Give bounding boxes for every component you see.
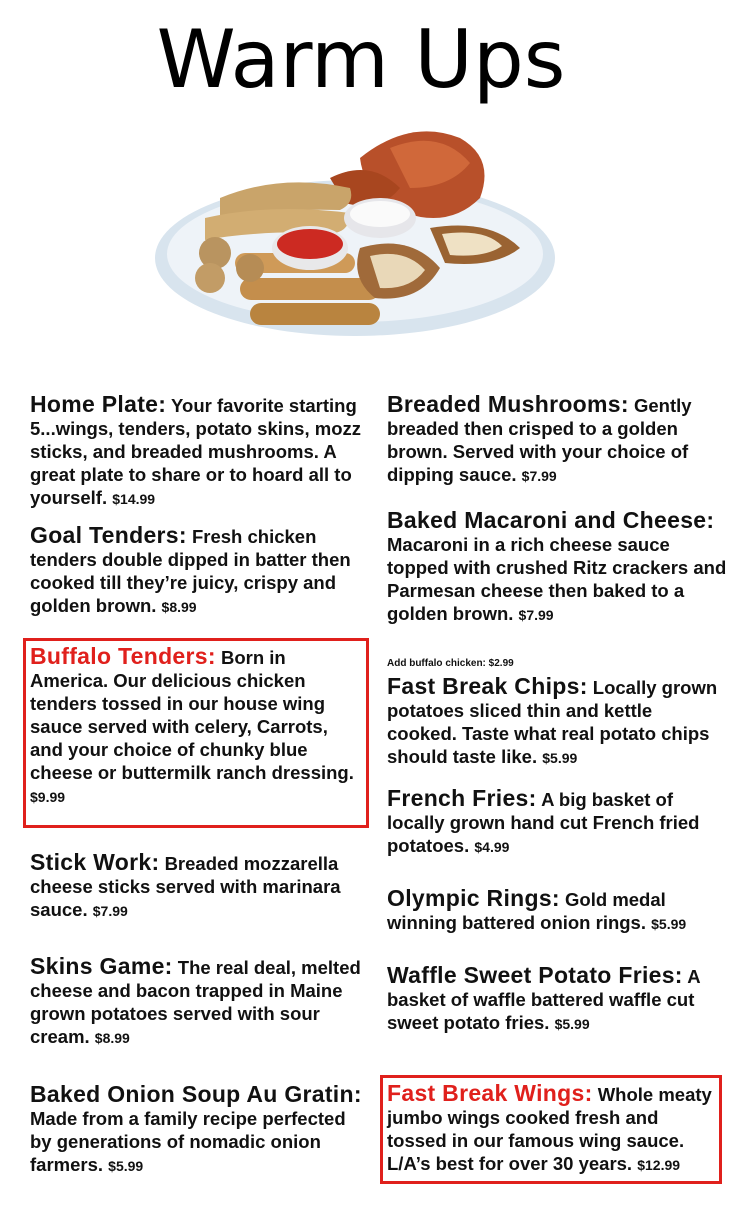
- item-name: French Fries:: [387, 785, 537, 811]
- item-name: Baked Onion Soup Au Gratin:: [30, 1081, 362, 1107]
- item-description: Macaroni in a rich cheese sauce topped with crushed Ritz crackers and Parmesan cheese then baked to a golden brown.: [387, 534, 727, 624]
- item-price: $7.99: [521, 468, 557, 484]
- item-price: $8.99: [94, 1030, 130, 1046]
- menu-item-waffle-fries: [387, 964, 727, 1082]
- item-description: Breaded mozzarella cheese sticks served with marinara sauce.: [30, 853, 341, 920]
- item-description: Your favorite starting 5...wings, tenders, potato skins, mozz sticks, and breaded mushrooms. A great plate to share or to hoard all to yourself.: [30, 395, 362, 508]
- menu-item-french-fries: [387, 787, 727, 887]
- item-price: $8.99: [161, 599, 197, 615]
- item-price: $4.99: [474, 839, 510, 855]
- item-price: $5.99: [651, 916, 687, 932]
- item-description: Fresh chicken tenders double dipped in batter then cooked till they’re juicy, crispy and golden brown.: [30, 526, 351, 616]
- item-description: Made from a family recipe perfected by generations of nomadic onion farmers.: [30, 1108, 346, 1175]
- menu-item-skins-game: [30, 955, 362, 1083]
- item-description: Locally grown potatoes sliced thin and kettle cooked. Taste what real potato chips should taste like.: [387, 677, 718, 767]
- menu-item-buffalo-tenders: [30, 645, 362, 821]
- item-price: $7.99: [518, 607, 554, 623]
- item-name: Fast Break Wings:: [387, 1080, 593, 1106]
- menu-item-stick-work: [30, 851, 362, 955]
- item-price: $5.99: [108, 1158, 144, 1174]
- menu-item-baked-mac-cheese: [387, 509, 727, 675]
- menu-item-home-plate: [30, 393, 362, 524]
- item-description: Born in America. Our delicious chicken tenders tossed in our house wing sauce served with celery, Carrots, and your choice of chunky blue cheese or buttermilk ranch dressing.: [30, 647, 354, 783]
- item-name: Olympic Rings:: [387, 885, 560, 911]
- item-name: Breaded Mushrooms:: [387, 391, 629, 417]
- menu-item-onion-soup: [30, 1083, 362, 1178]
- item-description: A basket of waffle battered waffle cut sweet potato fries.: [387, 966, 700, 1033]
- menu-item-fast-break-chips: [387, 675, 727, 787]
- item-description: Gold medal winning battered onion rings.: [387, 889, 666, 933]
- item-name: Home Plate:: [30, 391, 167, 417]
- right-menu-column: [387, 393, 727, 1177]
- item-price: $7.99: [92, 903, 128, 919]
- menu-item-olympic-rings: [387, 887, 727, 964]
- item-price: $14.99: [112, 491, 156, 507]
- appetizer-platter-photo: [150, 118, 560, 358]
- menu-item-breaded-mushrooms: [387, 393, 727, 509]
- page-title: Warm Ups: [156, 13, 566, 106]
- item-description: The real deal, melted cheese and bacon trapped in Maine grown potatoes served with sour cream.: [30, 957, 361, 1047]
- left-menu-column: [30, 393, 362, 1178]
- item-name: Buffalo Tenders:: [30, 643, 216, 669]
- menu-item-fast-break-wings: [387, 1082, 715, 1177]
- item-name: Baked Macaroni and Cheese:: [387, 507, 715, 533]
- item-price: $12.99: [637, 1157, 681, 1173]
- item-name: Waffle Sweet Potato Fries:: [387, 962, 683, 988]
- item-name: Skins Game:: [30, 953, 173, 979]
- item-description: A big basket of locally grown hand cut French fried potatoes.: [387, 789, 700, 856]
- item-name: Goal Tenders:: [30, 522, 187, 548]
- item-name: Fast Break Chips:: [387, 673, 588, 699]
- item-price: $5.99: [554, 1016, 590, 1032]
- item-price: $9.99: [30, 789, 66, 805]
- menu-item-goal-tenders: [30, 524, 362, 641]
- item-price: $5.99: [542, 750, 578, 766]
- item-description: Gently breaded then crisped to a golden brown. Served with your choice of dipping sauce.: [387, 395, 692, 485]
- item-description: Whole meaty jumbo wings cooked fresh and tossed in our famous wing sauce. L/A’s best for over 30 years.: [387, 1084, 712, 1174]
- add-buffalo-chicken-note: Add buffalo chicken: $2.99: [387, 658, 514, 669]
- item-name: Stick Work:: [30, 849, 160, 875]
